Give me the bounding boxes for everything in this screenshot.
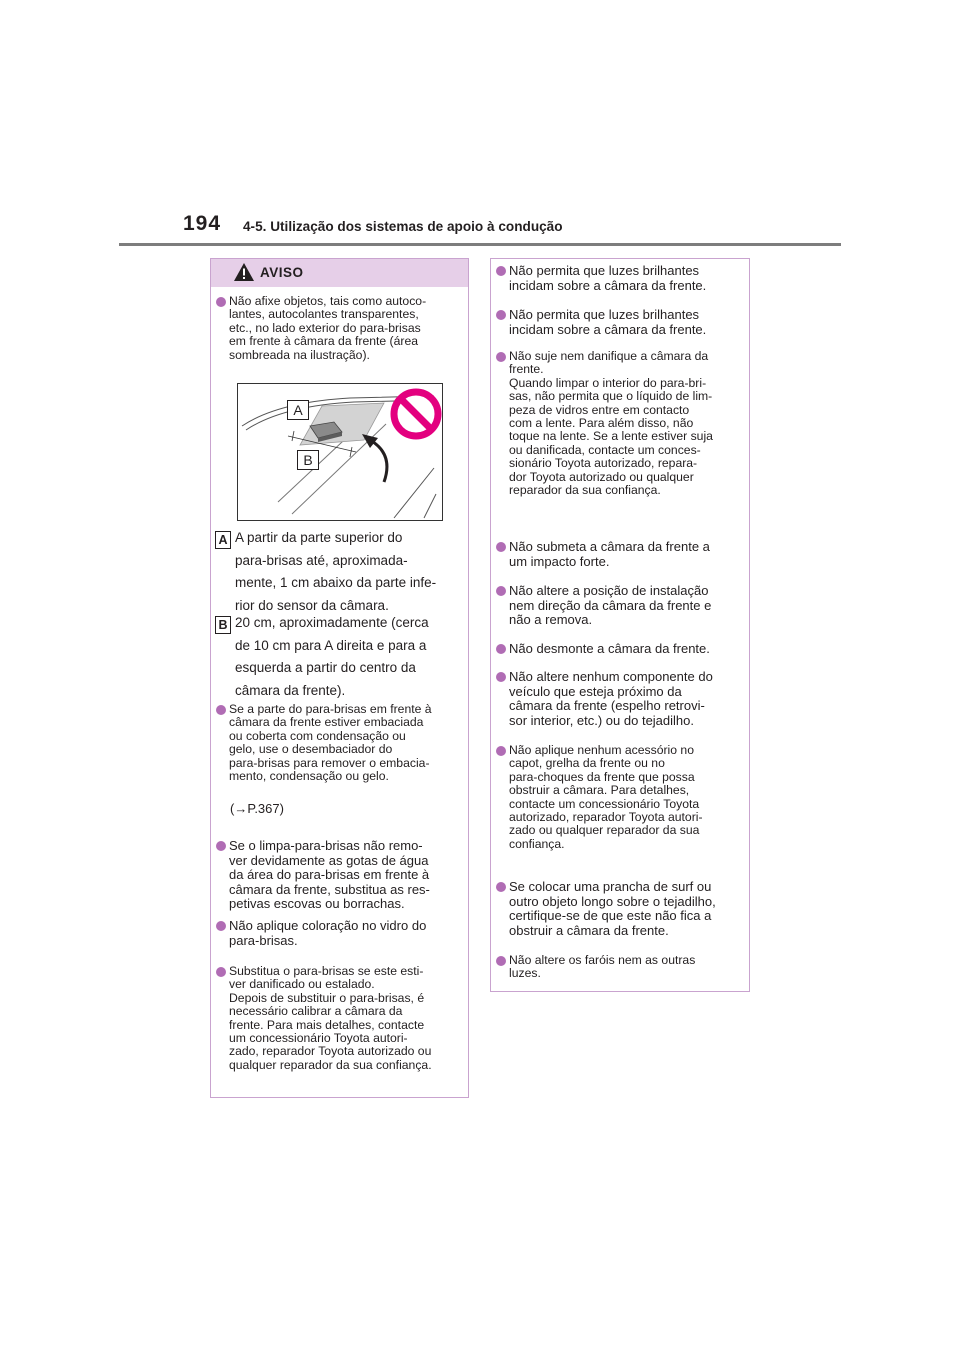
warning-box-right xyxy=(490,258,750,992)
bullet-icon xyxy=(496,266,506,276)
warning-item-disassemble: Não desmonte a câmara da frente. xyxy=(509,641,710,656)
page-reference: (→P.367) xyxy=(230,801,284,816)
bullet-icon xyxy=(216,841,226,851)
warning-triangle-icon xyxy=(233,262,255,282)
label-b-marker: B xyxy=(297,450,319,470)
bullet-icon xyxy=(496,746,506,756)
windshield-camera-illustration xyxy=(237,383,443,521)
bullet-icon xyxy=(496,672,506,682)
warning-item-wipers: Se o limpa-para-brisas não remo- ver devidamente as gotas de água da área do para-brisas em frente à câmara da frente, substitua as res- petivas escovas ou borrachas. xyxy=(229,838,430,911)
warning-item-bright-lights-repeat: Não permita que luzes brilhantes incidam sobre a câmara da frente. xyxy=(509,307,707,337)
section-title: 4-5. Utilização dos sistemas de apoio à condução xyxy=(243,219,563,234)
warning-item-defog: Se a parte do para-brisas em frente à câmara da frente estiver embaciada ou coberta com condensação ou gelo, use o desembaciador do para-brisas para remover o embacia- mento, condensação ou gelo. xyxy=(229,702,432,784)
badge-b: B xyxy=(215,616,231,634)
warning-item-headlights: Não altere os faróis nem as outras luzes. xyxy=(509,953,696,981)
bullet-icon xyxy=(496,352,506,362)
warning-header xyxy=(211,259,468,287)
prohibition-icon xyxy=(390,388,442,440)
label-b-text: 20 cm, aproximadamente (cerca de 10 cm para A direita e para a esquerda a partir do centro da câmara da frente). xyxy=(235,615,429,698)
warning-intro: Não afixe objetos, tais como autoco- lantes, autocolantes transparentes, etc., no lado exterior do para-brisas em frente à câmara da frente (área sombreada na ilustração). xyxy=(229,294,427,362)
label-a-text: A partir da parte superior do para-brisas até, aproximada- mente, 1 cm abaixo da parte infe- rior do sensor da câmara. xyxy=(235,530,437,613)
warning-item-tint: Não aplique coloração no vidro do para-brisas. xyxy=(229,918,427,948)
warning-item-bright-lights: Não permita que luzes brilhantes incidam sobre a câmara da frente. xyxy=(509,263,707,293)
warning-item-clean-lens: Não suje nem danifique a câmara da frente. Quando limpar o interior do para-bri- sas, não permita que o líquido de lim- peza de vidros entre em contacto com a lente. Para além disso, não toque na lente. Se a lente estiver suja ou danificada, contacte um conces- sionário Toyota autorizado, repara- dor Toyota autorizado ou qualquer reparador da sua confiança. xyxy=(509,349,713,498)
bullet-icon xyxy=(216,297,226,307)
warning-item-components: Não altere nenhum componente do veículo que esteja próximo da câmara da frente (espelho retrovi- sor interior, etc.) ou do tejadilho. xyxy=(509,669,713,728)
bullet-icon xyxy=(216,921,226,931)
warning-box-left xyxy=(210,258,469,1098)
warning-item-replace: Substitua o para-brisas se este esti- ver danificado ou estalado. Depois de substituir o para-brisas, é necessário calibrar a câmara da frente. Para mais detalhes, contacte um concessionário Toyota autori- zado, reparador Toyota autorizado ou qualquer reparador da sua confiança. xyxy=(229,964,432,1072)
bullet-icon xyxy=(496,310,506,320)
warning-item-impact: Não submeta a câmara da frente a um impacto forte. xyxy=(509,539,710,569)
bullet-icon xyxy=(216,967,226,977)
bullet-icon xyxy=(496,644,506,654)
bullet-icon xyxy=(496,956,506,966)
bullet-icon xyxy=(496,542,506,552)
label-a-marker: A xyxy=(287,400,309,420)
warning-item-surfboard: Se colocar uma prancha de surf ou outro objeto longo sobre o tejadilho, certifique-se de que este não fica a obstruir a câmara da frente. xyxy=(509,879,716,938)
warning-item-accessories: Não aplique nenhum acessório no capot, grelha da frente ou no para-choques da frente que possa obstruir a câmara. Para detalhes, contacte um concessionário Toyota autorizado, reparador Toyota autori- zado ou qualquer reparador da sua confiança. xyxy=(509,743,703,851)
badge-a: A xyxy=(215,531,231,549)
bullet-icon xyxy=(496,882,506,892)
bullet-icon xyxy=(216,705,226,715)
page-number: 194 xyxy=(183,212,222,235)
bullet-icon xyxy=(496,586,506,596)
header-rule xyxy=(119,243,841,246)
warning-item-position: Não altere a posição de instalação nem direção da câmara da frente e não a remova. xyxy=(509,583,712,627)
warning-heading: AVISO xyxy=(260,265,304,280)
